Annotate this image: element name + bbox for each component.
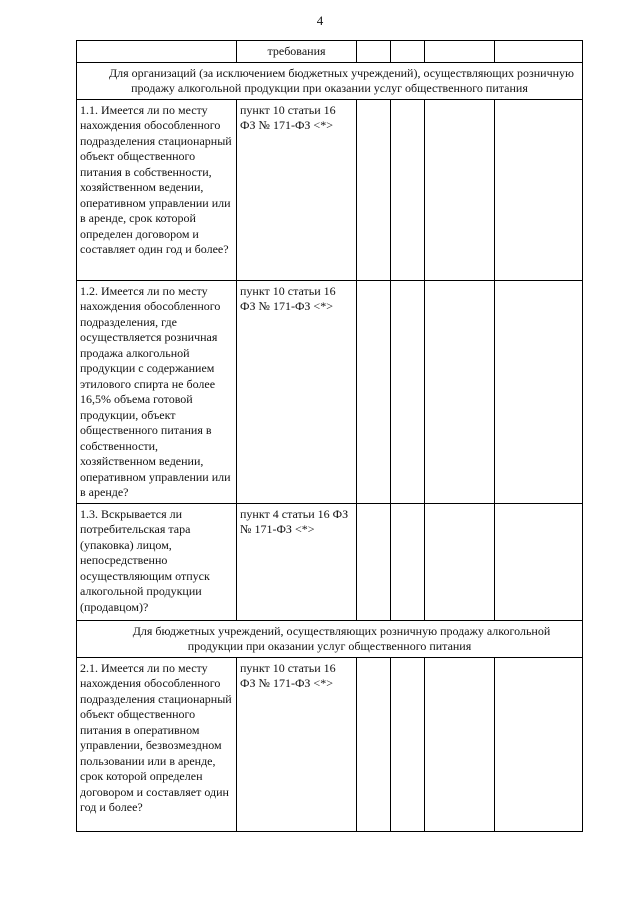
section-header-row — [77, 62, 583, 99]
answer-cell-na[interactable] — [425, 41, 495, 63]
section-header-row — [77, 620, 583, 657]
answer-cell-no[interactable] — [391, 41, 425, 63]
answer-cell-na[interactable] — [425, 657, 495, 831]
answer-cell-yes[interactable] — [357, 280, 391, 503]
answer-cell-no[interactable] — [391, 99, 425, 280]
question-cell-empty — [77, 41, 237, 63]
legal-reference-1-2: пункт 10 статьи 16 ФЗ № 171-ФЗ <*> — [237, 280, 357, 503]
answer-cell-no[interactable] — [391, 657, 425, 831]
section-title-budget-institutions: Для бюджетных учреждений, осуществляющих розничную продажу алкогольной продукции при оказании услуг общественного питания — [77, 620, 583, 657]
legal-reference-1-3: пункт 4 статьи 16 ФЗ № 171-ФЗ <*> — [237, 503, 357, 620]
notes-cell[interactable] — [495, 41, 583, 63]
table-row — [77, 657, 583, 831]
answer-cell-yes[interactable] — [357, 99, 391, 280]
question-1-3: 1.3. Вскрывается ли потребительская тара (упаковка) лицом, непосредственно осуществляющим отпуск алкогольной продукции (продавцом)? — [77, 503, 237, 620]
checklist-table — [76, 40, 583, 832]
table-row — [77, 280, 583, 503]
answer-cell-yes[interactable] — [357, 503, 391, 620]
notes-cell[interactable] — [495, 503, 583, 620]
answer-cell-yes[interactable] — [357, 657, 391, 831]
answer-cell-yes[interactable] — [357, 41, 391, 63]
legal-reference-1-1: пункт 10 статьи 16 ФЗ № 171-ФЗ <*> — [237, 99, 357, 280]
requirement-continuation-cell: требования — [237, 41, 357, 63]
legal-reference-2-1: пункт 10 статьи 16 ФЗ № 171-ФЗ <*> — [237, 657, 357, 831]
section-title-organizations: Для организаций (за исключением бюджетных учреждений), осуществляющих розничную продажу алкогольной продукции при оказании услуг общественного питания — [77, 62, 583, 99]
answer-cell-no[interactable] — [391, 280, 425, 503]
answer-cell-na[interactable] — [425, 280, 495, 503]
page-number: 4 — [316, 13, 324, 28]
notes-cell[interactable] — [495, 280, 583, 503]
notes-cell[interactable] — [495, 99, 583, 280]
answer-cell-na[interactable] — [425, 503, 495, 620]
question-2-1: 2.1. Имеется ли по месту нахождения обособленного подразделения стационарный объект общественного питания в оперативном управлении, безвозмездном пользовании или в аренде, срок которой определен договором и составляет один год и более? — [77, 657, 237, 831]
question-1-1: 1.1. Имеется ли по месту нахождения обособленного подразделения стационарный объект общественного питания в собственности, хозяйственном ведении, оперативном управлении или в аренде, срок которой определен договором и составляет один год и более? — [77, 99, 237, 280]
notes-cell[interactable] — [495, 657, 583, 831]
question-1-2: 1.2. Имеется ли по месту нахождения обособленного подразделения, где осуществляется розничная продажа алкогольной продукции с содержанием этилового спирта не более 16,5% объема готовой продукции, объект общественного питания в собственности, хозяйственном ведении, оперативном управлении или в аренде? — [77, 280, 237, 503]
answer-cell-no[interactable] — [391, 503, 425, 620]
table-row-continuation — [77, 41, 583, 63]
answer-cell-na[interactable] — [425, 99, 495, 280]
table-row — [77, 99, 583, 280]
table-row — [77, 503, 583, 620]
